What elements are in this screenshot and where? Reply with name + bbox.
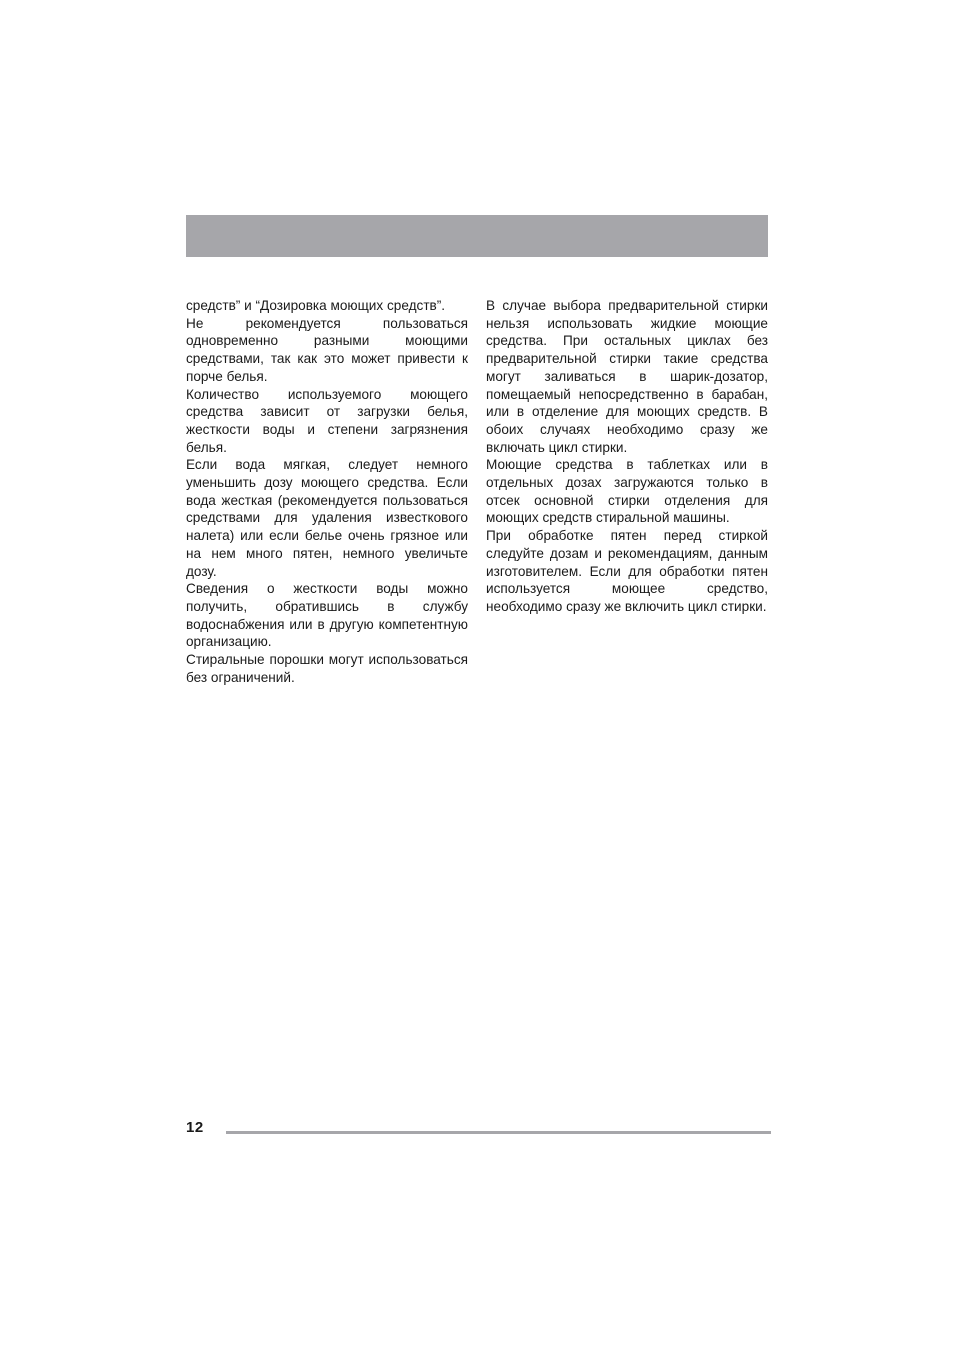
paragraph: Если вода мягкая, следует немного уменьшить дозу моющего средства. Если вода жесткая (рекомендуется пользоваться средствами для удаления известкового налета) или если белье очень грязное или на нем много пятен, немного увеличьте дозу. — [186, 457, 468, 579]
paragraph: Количество используемого моющего средства зависит от загрузки белья, жесткости воды и степени загрязнения белья. — [186, 386, 468, 455]
page-number: 12 — [186, 1119, 204, 1136]
paragraph: Стиральные порошки могут использоваться без ограничений. — [186, 652, 468, 685]
paragraph: Моющие средства в таблетках или в отдельных дозах загружаются только в отсек основной стирки отделения для моющих средств стиральной машины. — [486, 457, 768, 526]
paragraph: Сведения о жесткости воды можно получить, обратившись в службу водоснабжения или в другую компетентную организацию. — [186, 581, 468, 650]
paragraph: При обработке пятен перед стиркой следуйте дозам и рекомендациям, данным изготовителем. Если для обработки пятен используется моющее средство, необходимо сразу же включить цикл стирки. — [486, 528, 768, 614]
paragraph: Не рекомендуется пользоваться одновременно разными моющими средствами, так как это может привести к порче белья. — [186, 315, 468, 384]
footer-rule — [226, 1131, 771, 1134]
left-text-column — [186, 297, 468, 686]
section-header-bar — [186, 215, 768, 257]
paragraph: средств” и “Дозировка моющих средств”. — [186, 298, 446, 313]
right-text-column — [486, 297, 768, 616]
paragraph: В случае выбора предварительной стирки нельзя использовать жидкие моющие средства. При остальных циклах без предварительной стирки такие средства могут заливаться в шарик-дозатор, помещаемый непосредственно в барабан, или в отделение для моющих средств. В обоих случаях необходимо сразу же включать цикл стирки. — [486, 298, 768, 455]
